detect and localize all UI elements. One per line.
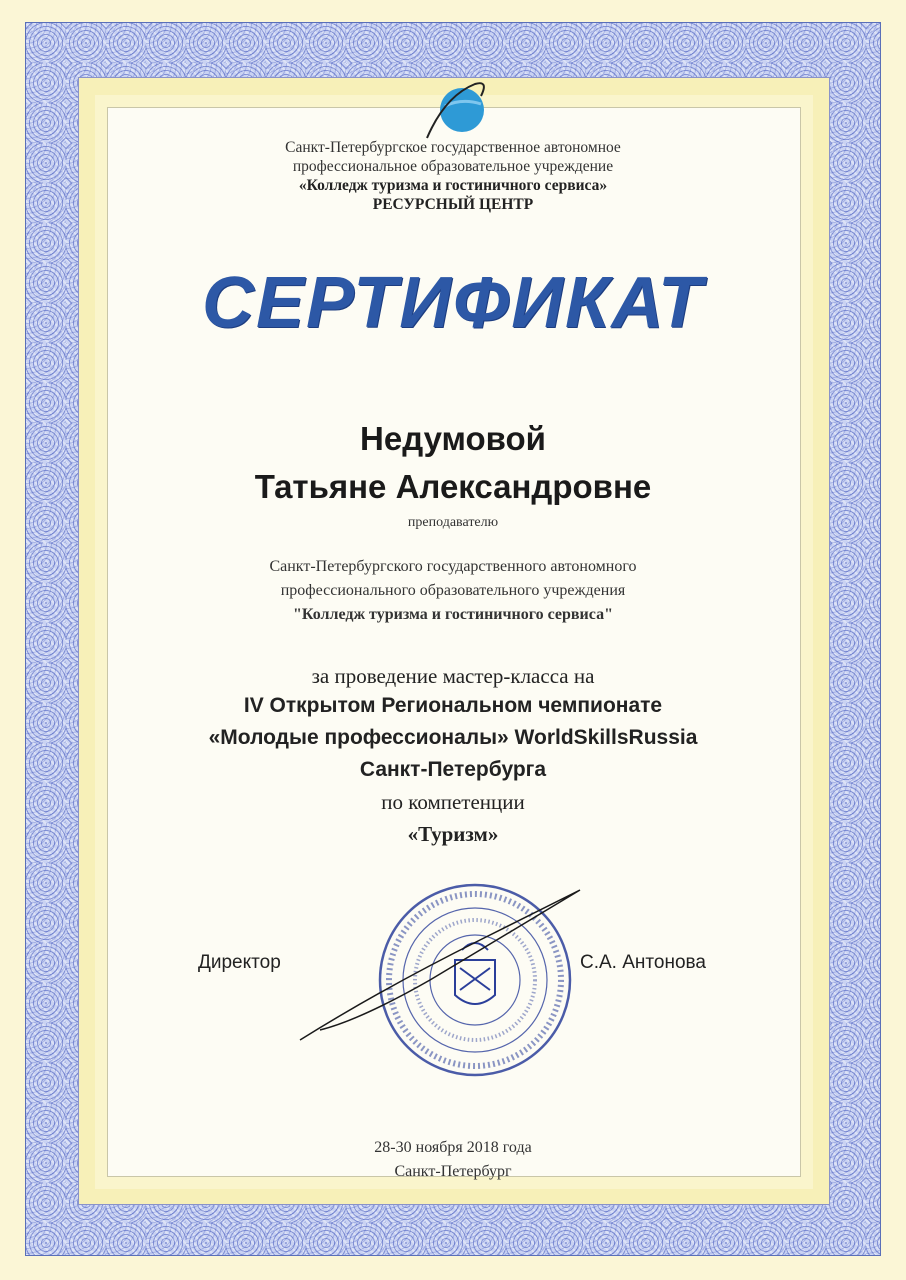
reason-city: Санкт-Петербурга bbox=[359, 758, 547, 781]
certificate-title: СЕРТИФИКАТ bbox=[201, 263, 705, 343]
recipient-org-line-2: профессионального образовательного учреждения bbox=[280, 582, 626, 599]
event-date: 28-30 ноября 2018 года bbox=[374, 1139, 532, 1156]
recipient-position: преподавателю bbox=[407, 515, 499, 530]
reason-competence-label: по компетенции bbox=[381, 790, 525, 814]
header-college-name: «Колледж туризма и гостиничного сервиса» bbox=[298, 177, 608, 194]
director-label: Директор bbox=[198, 952, 281, 973]
recipient-org-line-3: "Колледж туризма и гостиничного сервиса" bbox=[293, 606, 613, 623]
reason-worldskills: «Молодые профессионалы» WorldSkillsRussia bbox=[208, 726, 698, 749]
header-line-1: Санкт-Петербургское государственное автономное bbox=[285, 139, 621, 156]
header-line-2: профессиональное образовательное учреждение bbox=[292, 158, 614, 175]
reason-line-1: за проведение мастер-класса на bbox=[311, 664, 595, 688]
event-city: Санкт-Петербург bbox=[394, 1163, 512, 1180]
recipient-given-name: Татьяне Александровне bbox=[254, 468, 652, 505]
college-logo-icon bbox=[415, 76, 505, 146]
recipient-surname: Недумовой bbox=[360, 420, 546, 457]
reason-championship: IV Открытом Региональном чемпионате bbox=[243, 694, 663, 717]
header-resource-center: РЕСУРСНЫЙ ЦЕНТР bbox=[372, 196, 534, 213]
reason-competence: «Туризм» bbox=[407, 822, 499, 846]
signature-stroke bbox=[280, 880, 600, 1060]
director-name: С.А. Антонова bbox=[580, 952, 706, 973]
recipient-org-line-1: Санкт-Петербургского государственного автономного bbox=[269, 558, 637, 575]
